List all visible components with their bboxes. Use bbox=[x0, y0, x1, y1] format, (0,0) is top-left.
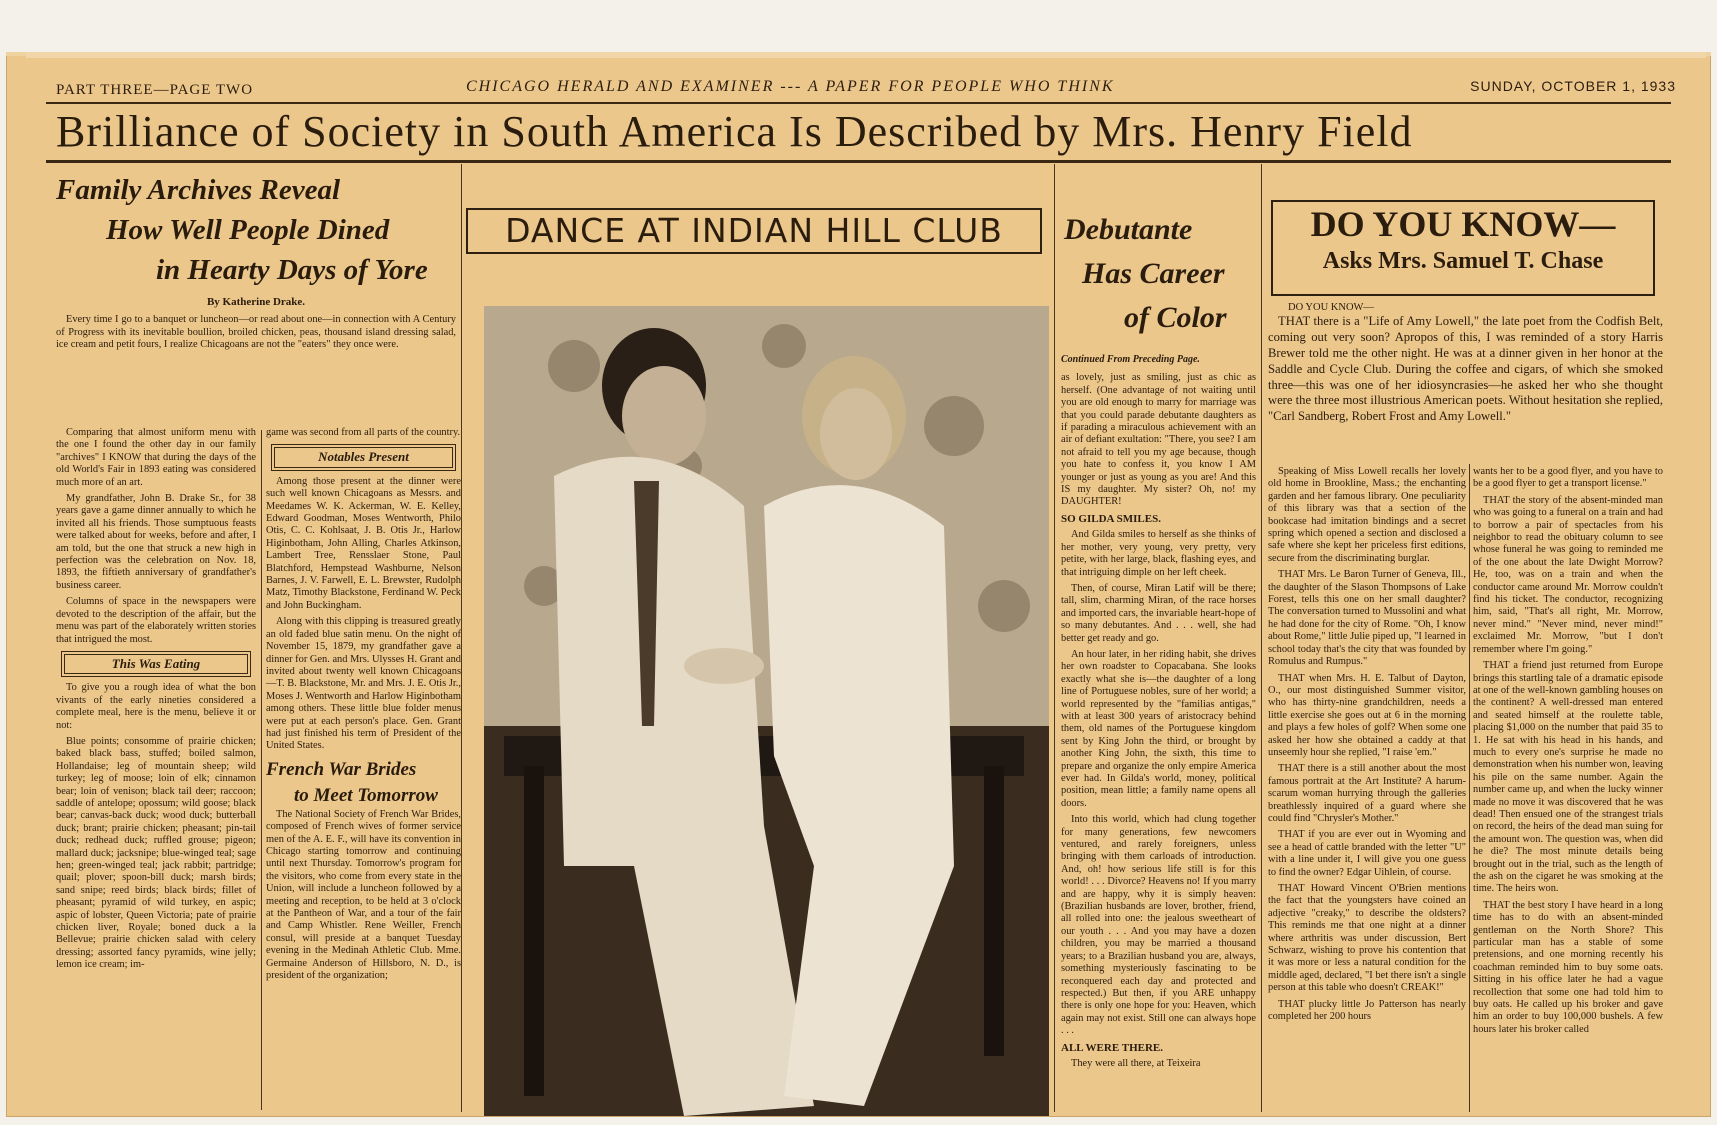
paper-name: CHICAGO HERALD AND EXAMINER --- A PAPER FOR PEOPLE WHO THINK bbox=[466, 78, 1115, 95]
column-divider bbox=[1054, 164, 1055, 1112]
left-col-1 bbox=[56, 427, 256, 1112]
left-col1-para: Comparing that almost uniform menu with the one I found the other day in our family "archives" I KNOW that during the days of the old World's Fair in 1893 eating was considered much more of an art. bbox=[56, 427, 256, 488]
debutante-title bbox=[1064, 208, 1264, 340]
debutante-column bbox=[1061, 348, 1256, 1113]
column-divider bbox=[461, 164, 462, 1112]
top-fold-strip bbox=[26, 52, 1706, 58]
photo-image bbox=[484, 306, 1049, 1116]
debutante-subhead: SO GILDA SMILES. bbox=[1061, 512, 1161, 525]
masthead-rule bbox=[46, 102, 1671, 104]
dyk-col-1 bbox=[1268, 466, 1466, 1114]
dyk-subtitle: Asks Mrs. Samuel T. Chase bbox=[1322, 248, 1604, 274]
debutante-para: as lovely, just as smiling, just as chic as herself. (One advantage of not waiting until you are old enough to marry for marriage was that you could parade debutante daughters as if parading a miraculous achievement with an air of defiant exultation: "There, you see? I am not afraid to tell you my age because, though you hate to confess it, you know I AM younger or just as young as you are! And this IS my daughter. My sister? Oh, no! my DAUGHTER! bbox=[1061, 372, 1256, 508]
dyk-para: Speaking of Miss Lowell recalls her lovely old home in Brookline, Mass.; the enchanting garden and her famous library. One peculiarity of this library was that a section of the bookcase had imitation bindings and a secret spring which opened a section and disclosed a safe where she kept her priceless first editions, secure from the discriminating burglar. bbox=[1268, 466, 1466, 564]
left-title-line-1: Family Archives Reveal bbox=[56, 174, 341, 206]
dyk-para: THAT when Mrs. H. E. Talbut of Dayton, O., our most distinguished Summer visitor, who has thirty-nine grandchildren, needs a little exercise she goes out at 6 in the morning and plays a few holes of golf? When some one asked her how she obtained a caddy at that unseemly hour she replied, "I raise 'em." bbox=[1268, 672, 1466, 758]
dyk-col-2 bbox=[1473, 466, 1663, 1114]
debutante-para: Into this world, which had clung together for many generations, few newcomers ventured, and rarely foreigners, unless bringing with them carloads of introduction. And, oh! how serious life still is for this world! . . . Divorce? Heavens no! If you marry and are happy, why it is simply heaven: (Brazilian husbands are lover, brother, friend, all rolled into one: the jealous sweetheart of our youth . . . And you may have a dozen children, you may be married a thousand years; to a Brazilian husband you are, always, something mysteriously fascinating to be reconquered each day and protected and respected.) But then, if you ARE unhappy there is only one hope for you: Heaven, which again may not exist. Still one can always hope . . . bbox=[1061, 814, 1256, 1037]
dyk-lead-label: DO YOU KNOW— bbox=[1288, 302, 1374, 313]
left-col1b-para: Blue points; consomme of prairie chicken; baked black bass, stuffed; boiled salmon, Hollandaise; leg of mountain sheep; wild turkey; leg of moose; loin of elk; cinnamon bear; loin of venison; black tail deer; raccoon; saddle of antelope; opossum; wild goose; black bear; canvas-back duck; wood duck; butterball duck; brant; prairie chicken; pheasant; pin-tail duck; redhead duck; ruffled grouse; pigeon; mallard duck; jacksnipe; blue-winged teal; sage hen; green-winged teal; jack rabbit; partridge; quail; plover; spoon-bill duck; marsh birds; sand snipe; reed birds; black birds; fillet of pheasant; pyramid of wild turkey, en aspic; aspic of lobster, Queen Victoria; pate of prairie chicken liver, Royale; boned duck a la Bellevue; prairie chicken salad with celery dressing; assorted fancy pyramids, wine jelly; lemon ice cream; im- bbox=[56, 735, 256, 971]
left-col2-top: game was second from all parts of the country. bbox=[266, 427, 461, 438]
section-label: PART THREE—PAGE TWO bbox=[56, 82, 254, 98]
dyk-para: THAT Mrs. Le Baron Turner of Geneva, Ill., the daughter of the Slason Thompsons of Lake Forest, tells this one on her small daughter? The conversation turned to Mussolini and what he had done for the city of Rome. "Oh, I know about Rome," little Julie piped up, "I learned in school today that's the city that was founded by Romulus and Rumpus." bbox=[1268, 569, 1466, 668]
notables-present-box: Notables Present bbox=[274, 447, 453, 467]
dyk-para: wants her to be a good flyer, and you have to be a good flyer to get a transport license." bbox=[1473, 466, 1663, 490]
couple-photograph bbox=[484, 306, 1049, 1116]
left-col2-para: Along with this clipping is treasured greatly an old faded blue satin menu. On the night of November 15, 1879, my grandfather gave a dinner for Gen. and Mrs. Ulysses H. Grant and invited about twenty well known Chicagoans—T. B. Blackstone, Mr. and Mrs. J. E. Otis Jr., Moses J. Wentworth and Harlow Higinbotham among others. These little blue folder menus were put at each person's place. Gen. Grant had just finished his term of President of the United States. bbox=[266, 616, 461, 752]
left-col1b-para: To give you a rough idea of what the bon vivants of the early nineties considered a complete meal, here is the menu, believe it or not: bbox=[56, 682, 256, 731]
war-brides-para: The National Society of French War Brides, composed of French wives of former service men of the A. E. F., will have its convention in Chicago starting tomorrow and continuing until next Thursday. Tomorrow's program for the visitors, who come from every state in the Union, will include a luncheon followed by a meeting and reception, to be held at 3 o'clock at the Pantheon of War, and a tour of the fair and Camp Whistler. Rene Weiller, French consul, will preside at a banquet Tuesday evening in the Medinah Athletic Club. Mme. Germaine Anderson of Hillsboro, N. D., is president of the organization; bbox=[266, 808, 461, 982]
masthead bbox=[46, 76, 1676, 98]
column-divider bbox=[261, 430, 262, 1110]
headline-rule bbox=[46, 160, 1671, 163]
debutante-title-line: Has Career bbox=[1082, 257, 1225, 290]
photo-title: DANCE AT INDIAN HILL CLUB bbox=[466, 208, 1042, 254]
continued-note: Continued From Preceding Page. bbox=[1061, 354, 1200, 365]
page-headline: Brilliance of Society in South America Is Described by Mrs. Henry Field bbox=[56, 107, 1413, 156]
left-title-line-2: How Well People Dined bbox=[106, 214, 390, 246]
do-you-know-box bbox=[1271, 200, 1655, 296]
column-divider bbox=[1469, 464, 1470, 1112]
debutante-title-line: Debutante bbox=[1064, 213, 1193, 246]
left-lead: Every time I go to a banquet or luncheon—or read about one—in connection with A Century of Progress with its inevitable boullion, broiled chicken, peas, thousand island dressing salad, ice cream and petit fours, I realize Chicagoans are not the "eaters" they once were. bbox=[56, 314, 456, 351]
dyk-para: THAT Howard Vincent O'Brien mentions the fact that the youngsters have coined an adjective "creaky," to describe the oldsters? This reminds me that one night at a dinner where arthritis was under discussion, Bert Schwarz, wishing to prove his contention that it was more or less a natural condition for the middle aged, declared, "I bet there isn't a single person at this table who doesn't CREAK!" bbox=[1268, 883, 1466, 994]
left-byline: By Katherine Drake. bbox=[206, 296, 306, 308]
left-col1-para: Columns of space in the newspapers were devoted to the description of the affair, but the menu was part of the elaborately written stories that intrigued the most. bbox=[56, 596, 256, 645]
left-article-header bbox=[56, 170, 456, 356]
left-col1-para: My grandfather, John B. Drake Sr., for 38 years gave a game dinner annually to which he invited all his friends. Those sumptuous feasts were talked about for weeks, before and after, I am told, but the one that struck a new high in perfection was the celebration on Nov. 18, 1893, the fiftieth anniversary of grandfather's business career. bbox=[56, 493, 256, 591]
debutante-title-line: of Color bbox=[1124, 301, 1227, 334]
dyk-title: DO YOU KNOW— bbox=[1310, 204, 1616, 244]
dyk-lead-para: THAT there is a "Life of Amy Lowell," the late poet from the Codfish Belt, coming out very soon? Apropos of this, I was reminded of a story Harris Brewer told me the other night. He was at a dinner given in her honor at the Saddle and Cycle Club. During the coffee and cigars, of which she smoked three—this was one of her idiosyncrasies—he asked her who she thought were the three most illustrious American poets. Without hesitation she replied, "Carl Sandberg, Robert Frost and Amy Lowell." bbox=[1268, 314, 1663, 424]
left-col-2 bbox=[266, 427, 461, 1112]
dyk-para: THAT plucky little Jo Patterson has nearly completed her 200 hours bbox=[1268, 998, 1466, 1023]
left-title-line-3: in Hearty Days of Yore bbox=[156, 254, 428, 286]
dyk-para: THAT the best story I have heard in a long time has to do with an absent-minded gentleman on the North Shore? This particular man has a stable of some pretensions, and one morning recently his coachman reminded him to buy some oats. Sitting in his office later he had a vague recollection that some one had told him to buy oats. He called up his broker and gave him an order to buy 100,000 bushels. A few hours later his broker called bbox=[1473, 899, 1663, 1035]
dyk-para: THAT the story of the absent-minded man who was going to a funeral on a train and had to borrow a pair of spectacles from his neighbor to read the obituary column to see whose funeral he was going to reminded me of the one about the late Dwight Morrow? He, too, was on a train and when the conductor came around Mr. Morrow couldn't find his ticket. The conductor, recognizing him, said, "That's all right, Mr. Morrow, never mind." "Never mind, never mind!" exclaimed Mr. Morrow, "but I don't remember where I'm going." bbox=[1473, 494, 1663, 655]
war-brides-title-1: French War Brides bbox=[266, 758, 417, 780]
debutante-para: They were all there, at Teixeira bbox=[1071, 1057, 1201, 1069]
left-col2-para: Among those present at the dinner were such well known Chicagoans as Messrs. and Meedames W. K. Ackerman, W. E. Kelley, Edward Goodman, Moses Wentworth, Philo Otis, C. C. Kohlsaat, J. B. Otis Jr., Harlow Higinbotham, John Alling, Charles Atkinson, Lambert Tree, Rensslaer Stone, Paul Blatchford, Hempstead Washburne, Nelson Barnes, J. V. Farwell, E. L. Brewster, Rudolph Matz, Timothy Blackstone, Ferdinand W. Peck and John Buckingham. bbox=[266, 475, 461, 611]
this-was-eating-box: This Was Eating bbox=[64, 654, 248, 674]
debutante-para: Then, of course, Miran Latif will be there; tall, slim, charming Miran, of the race horses and imported cars, the invariable heart-hope of so many debutantes. And . . . well, she had better get ready and go. bbox=[1061, 582, 1256, 644]
war-brides-title-2: to Meet Tomorrow bbox=[294, 784, 438, 806]
issue-date: SUNDAY, OCTOBER 1, 1933 bbox=[1470, 78, 1676, 94]
debutante-para: And Gilda smiles to herself as she thinks of her mother, very young, very pretty, very petite, with her large, black, flashing eyes, and that intriguing dimple on her left cheek. bbox=[1061, 529, 1256, 578]
dyk-para: THAT if you are ever out in Wyoming and see a head of cattle branded with the letter "U" with a line under it, I will give you one guess to find the owner? Edgar Uihlein, of course. bbox=[1268, 829, 1466, 878]
dyk-lead bbox=[1268, 302, 1663, 429]
dyk-para: THAT there is a still another about the most famous portrait at the Art Institute? A harum-scarum woman hurrying through the galleries breathlessly inquired of a guard where she could find "Chrysler's Mother." bbox=[1268, 763, 1466, 824]
column-divider bbox=[1261, 164, 1262, 1112]
newspaper-page bbox=[6, 52, 1711, 1117]
debutante-para: An hour later, in her riding habit, she drives her own roadster to Copacabana. She looks exactly what she is—the daughter of a long line of Portuguese nobles, sure of her world; a world represented by the "familias antigas," with at least 300 years of aristocracy behind them, old names of the Portuguese kingdom sent by King John the third, or brought by another King John, the sixth, this time to prepare and organize the only empire America ever had. In Gilda's world, money, political position, mean little; a family name opens all doors. bbox=[1061, 648, 1256, 809]
debutante-subhead: ALL WERE THERE. bbox=[1061, 1041, 1163, 1054]
dyk-para: THAT a friend just returned from Europe brings this startling tale of a dramatic episode at one of the well-known gambling houses on the continent? A well-dressed man entered and seated himself at the roulette table, placing $1,000 on the number that paid 35 to 1. He sat with his head in his hands, and much to every one's surprise he made no demonstration when his number won, leaving his pile on the same number. Again the number came up, and when the lucky winner made no move it was discovered that he was dead! Then ensued one of the strangest trials on record, the heirs of the dead man suing for the amount won. The question was, when did he die? The most minute details being brought out in the trial, such as the length of the ash on the cigaret he was smoking at the time. The heirs won. bbox=[1473, 660, 1663, 895]
